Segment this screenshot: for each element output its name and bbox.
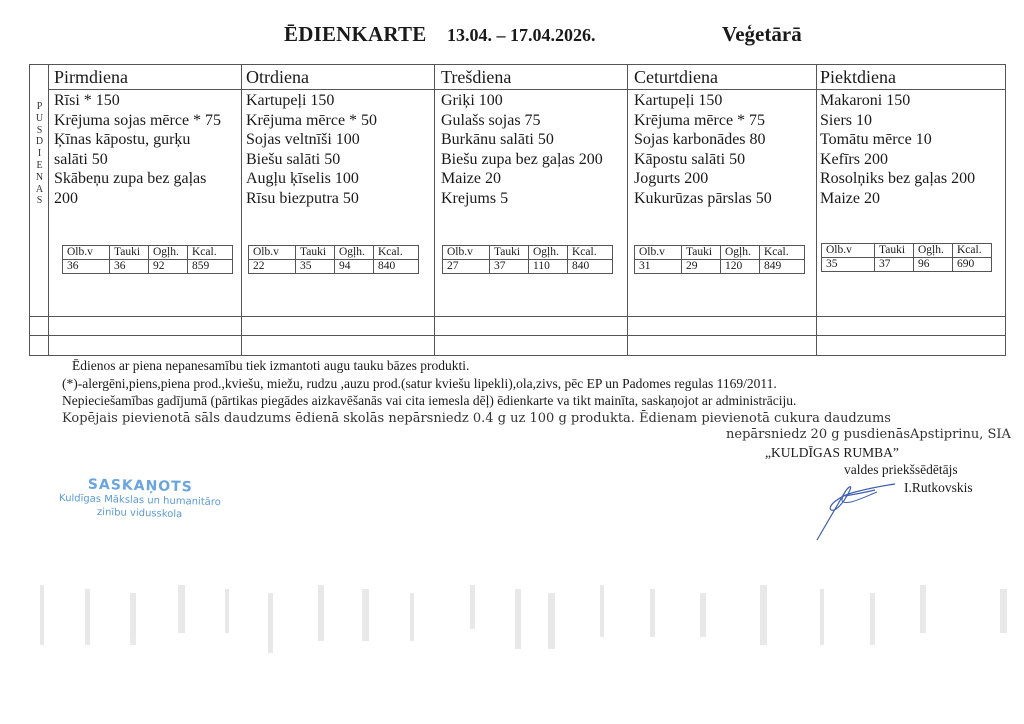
scan-streak xyxy=(600,585,604,637)
menu-item: Siers 10 xyxy=(820,111,872,129)
day-items xyxy=(634,91,772,209)
column-divider xyxy=(627,65,628,355)
row-divider xyxy=(30,335,1005,336)
meal-letter: P xyxy=(36,101,43,112)
row-divider xyxy=(30,316,1005,317)
approval-line: nepārsniedz 20 g pusdienāsApstiprinu, SIA xyxy=(726,427,1011,442)
menu-table xyxy=(29,64,1006,356)
menu-item: salāti 50 xyxy=(54,150,108,168)
menu-item: Rīsi * 150 xyxy=(54,92,120,109)
day-items xyxy=(441,91,603,209)
footnotes xyxy=(62,357,891,427)
note-dairy: Ēdienos ar piena nepanesamību tiek izmantoti augu tauku bāzes produkti. xyxy=(72,358,470,373)
menu-item: Sojas veltnīši 100 xyxy=(246,131,360,149)
day-items xyxy=(820,91,975,209)
column-divider xyxy=(816,65,817,355)
menu-item: Krējuma mērce * 50 xyxy=(246,111,378,129)
menu-item: Biešu zupa bez gaļas 200 xyxy=(441,150,603,168)
date-range: 13.04. – 17.04.2026. xyxy=(447,25,596,45)
stamp-school-line1: Kuldīgas Mākslas un humanitāro xyxy=(58,492,221,509)
menu-item: Jogurts 200 xyxy=(634,170,709,188)
nutrition-kcal: 859 xyxy=(188,260,233,274)
meal-letter: S xyxy=(36,124,43,136)
nutrition-header: Ogļh. xyxy=(149,246,188,260)
scan-streak xyxy=(85,589,90,645)
scan-streak xyxy=(178,585,185,633)
nutrition-header: Tauki xyxy=(875,244,914,258)
scan-streak xyxy=(548,593,555,649)
company-name: „KULDĪGAS RUMBA” xyxy=(765,445,899,460)
menu-item: Kukurūzas pārslas 50 xyxy=(634,189,772,207)
scan-streak xyxy=(470,585,475,629)
menu-item: Krejums 5 xyxy=(441,189,509,207)
menu-item: Krējuma mērce * 75 xyxy=(634,111,766,129)
scan-streak xyxy=(362,589,369,641)
column-divider xyxy=(241,65,242,355)
meal-letter: E xyxy=(36,159,43,171)
nutrition-fat: 29 xyxy=(682,260,721,274)
note-changes: Nepieciešamības gadījumā (pārtikas piegādes aizkavēšanās vai cita iemesla dēļ) ēdienkarte va tikt mainīta, saskaņojot ar administrāciju. xyxy=(62,393,797,408)
scan-streak xyxy=(870,593,875,645)
row-divider xyxy=(48,89,1005,90)
day-header: Otrdiena xyxy=(246,67,309,87)
day-header: Ceturtdiena xyxy=(634,67,718,87)
menu-item: Kartupeļi 150 xyxy=(634,92,723,109)
menu-item: Rosolņiks bez gaļas 200 xyxy=(820,170,976,188)
nutrition-header: Kcal. xyxy=(568,246,613,260)
meal-letter: A xyxy=(35,183,44,195)
nutrition-header: Kcal. xyxy=(953,244,992,258)
scan-streak xyxy=(130,593,136,645)
day-header: Pirmdiena xyxy=(54,67,128,87)
nutrition-header: Kcal. xyxy=(374,246,419,260)
nutrition-header: Ogļh. xyxy=(914,244,953,258)
scan-streak xyxy=(40,585,44,645)
nutrition-header: Olb.v xyxy=(63,246,110,260)
nutrition-carbs: 120 xyxy=(721,260,760,274)
nutrition-header: Tauki xyxy=(296,246,335,260)
note-allergens: (*)-alergēni,piens,piena prod.,kviešu, miežu, rudzu ,auzu prod.(satur kviešu lipekli),ola,zivs, pēc EP un Padomes regulas 1169/2011. xyxy=(62,375,777,391)
signature-stroke xyxy=(817,484,895,540)
nutrition-fat: 35 xyxy=(296,260,335,274)
menu-item: Sojas karbonādes 80 xyxy=(634,131,766,149)
nutrition-table xyxy=(821,243,992,272)
nutrition-protein: 35 xyxy=(822,258,875,272)
menu-item: Burkānu salāti 50 xyxy=(441,131,554,149)
stamp-school-line2: zinību vidusskola xyxy=(96,506,183,521)
menu-item: Makaroni 150 xyxy=(820,92,911,109)
nutrition-carbs: 92 xyxy=(149,260,188,274)
nutrition-fat: 36 xyxy=(110,260,149,274)
nutrition-kcal: 849 xyxy=(760,260,805,274)
menu-item: Rīsu biezputra 50 xyxy=(246,189,359,207)
nutrition-header: Olb.v xyxy=(443,246,490,260)
scan-streak xyxy=(318,585,324,641)
meal-label-lunch xyxy=(30,101,49,207)
nutrition-header: Olb.v xyxy=(635,246,682,260)
nutrition-kcal: 840 xyxy=(374,260,419,274)
nutrition-header: Olb.v xyxy=(249,246,296,260)
scan-streak xyxy=(820,589,824,645)
nutrition-header: Ogļh. xyxy=(721,246,760,260)
menu-variant: Veģetārā xyxy=(722,22,802,46)
nutrition-header: Ogļh. xyxy=(529,246,568,260)
stamp-title: SASKAŅOTS xyxy=(87,476,194,496)
meal-letter: U xyxy=(35,112,44,124)
nutrition-header: Kcal. xyxy=(760,246,805,260)
menu-item: Griķi 100 xyxy=(441,92,503,109)
menu-item: Kefīrs 200 xyxy=(820,150,888,168)
nutrition-fat: 37 xyxy=(490,260,529,274)
scan-streak xyxy=(268,593,273,653)
approval-stamp xyxy=(39,475,240,522)
nutrition-carbs: 110 xyxy=(529,260,568,274)
day-items xyxy=(246,91,377,209)
nutrition-kcal: 690 xyxy=(953,258,992,272)
menu-item: Tomātu mērce 10 xyxy=(820,131,932,149)
scan-streak xyxy=(920,585,926,633)
menu-item: Krējuma sojas mērce * 75 xyxy=(54,111,222,129)
day-items xyxy=(54,91,221,209)
nutrition-header: Ogļh. xyxy=(335,246,374,260)
scan-streak xyxy=(700,593,706,637)
nutrition-table xyxy=(248,245,419,274)
meal-letter: I xyxy=(37,148,42,160)
menu-item: Kāpostu salāti 50 xyxy=(634,150,746,168)
column-divider xyxy=(434,65,435,355)
nutrition-carbs: 94 xyxy=(335,260,374,274)
nutrition-table xyxy=(442,245,613,274)
scan-streak xyxy=(760,585,767,645)
day-header: Piektdiena xyxy=(820,67,896,87)
menu-title: ĒDIENKARTE xyxy=(284,22,427,46)
signer-title: valdes priekšsēdētājs xyxy=(844,462,958,477)
scan-streak xyxy=(515,589,521,649)
scan-streak xyxy=(1000,589,1007,633)
scan-streak xyxy=(650,589,655,637)
nutrition-kcal: 840 xyxy=(568,260,613,274)
nutrition-protein: 36 xyxy=(63,260,110,274)
nutrition-table xyxy=(634,245,805,274)
nutrition-header: Tauki xyxy=(682,246,721,260)
meal-letter: N xyxy=(35,171,44,183)
menu-item: 200 xyxy=(54,189,78,207)
meal-letter: D xyxy=(35,136,44,148)
signature-icon xyxy=(805,478,905,548)
menu-item: Augļu ķīselis 100 xyxy=(246,170,359,188)
nutrition-fat: 37 xyxy=(875,258,914,272)
scan-streak xyxy=(410,593,414,641)
signer-name: I.Rutkovskis xyxy=(904,480,973,495)
menu-item: Skābeņu zupa bez gaļas xyxy=(54,170,207,188)
menu-item: Kartupeļi 150 xyxy=(246,92,335,109)
menu-item: Gulašs sojas 75 xyxy=(441,111,541,129)
nutrition-carbs: 96 xyxy=(914,258,953,272)
menu-item: Maize 20 xyxy=(820,189,880,207)
note-salt-sugar: Kopējais pievienotā sāls daudzums ēdienā skolās nepārsniedz 0.4 g uz 100 g produkta. Ēdienam pievienotā cukura daudzums xyxy=(62,410,891,426)
meal-letter: S xyxy=(36,195,43,207)
nutrition-table xyxy=(62,245,233,274)
day-header: Trešdiena xyxy=(441,67,512,87)
nutrition-header: Tauki xyxy=(110,246,149,260)
menu-item: Maize 20 xyxy=(441,170,501,188)
nutrition-protein: 22 xyxy=(249,260,296,274)
nutrition-header: Kcal. xyxy=(188,246,233,260)
menu-item: Ķīnas kāpostu, gurķu xyxy=(54,131,191,149)
nutrition-header: Olb.v xyxy=(822,244,875,258)
menu-item: Biešu salāti 50 xyxy=(246,150,341,168)
nutrition-protein: 27 xyxy=(443,260,490,274)
nutrition-header: Tauki xyxy=(490,246,529,260)
scan-streak xyxy=(225,589,229,633)
nutrition-protein: 31 xyxy=(635,260,682,274)
scan-artifacts xyxy=(0,570,1024,660)
